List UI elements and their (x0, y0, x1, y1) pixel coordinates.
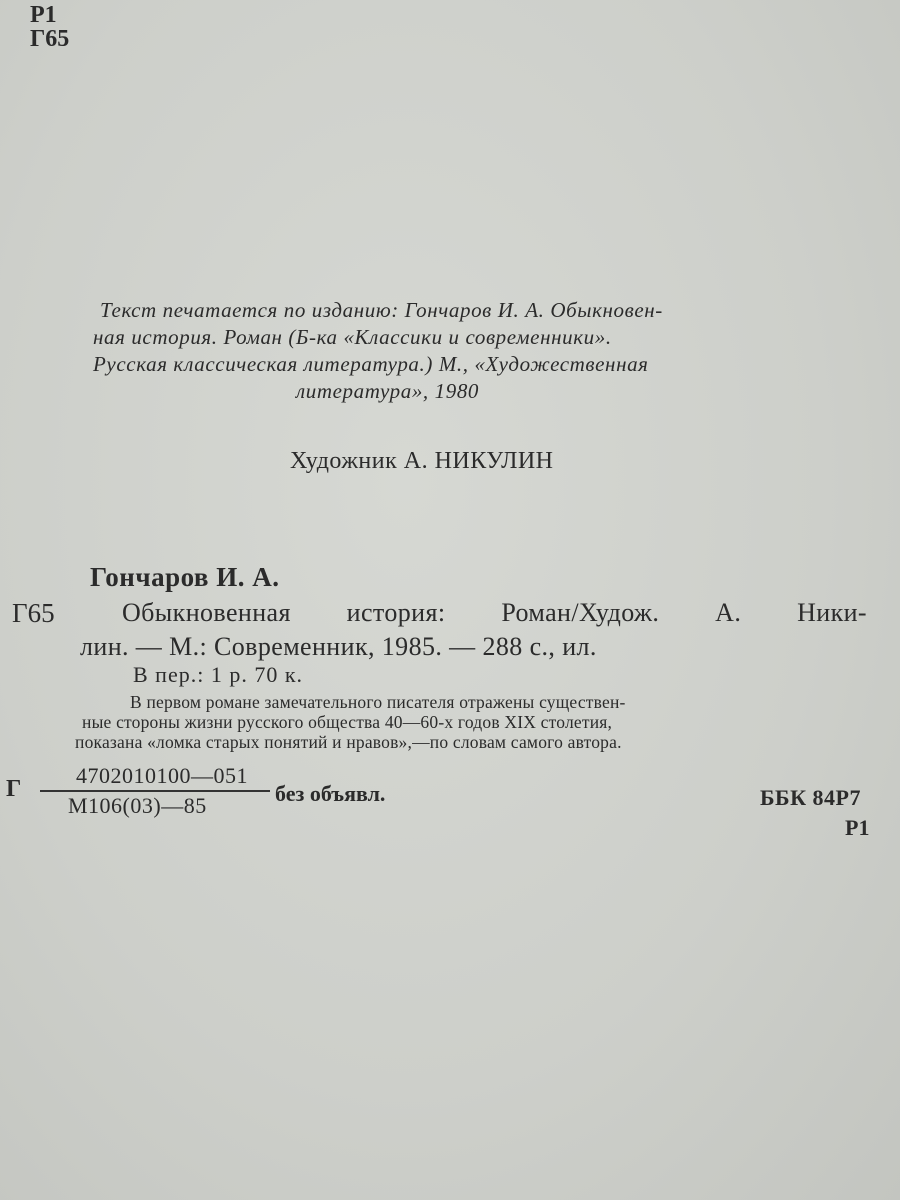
bib-word: Обыкновенная (122, 598, 291, 627)
bib-word: Ники- (797, 598, 867, 627)
bbk-index: ББК 84Р7 (760, 785, 861, 810)
source-note-line: ная история. Роман (Б-ка «Классики и современники». (93, 325, 612, 349)
catalog-code: Г65 (12, 598, 55, 628)
bib-word: А. (715, 598, 742, 627)
bib-word: Роман/Худож. (501, 598, 660, 627)
bibliographic-line: лин. — М.: Современник, 1985. — 288 с., ил. (80, 632, 597, 661)
bib-word: история: (346, 598, 446, 627)
artist-credit: Художник А. НИКУЛИН (290, 448, 554, 474)
fraction-bar (40, 790, 270, 792)
corner-classification-code: Р1 (30, 2, 57, 28)
annotation-line: ные стороны жизни русского общества 40—60-х годов XIX столетия, (82, 712, 613, 732)
source-note-line: Русская классическая литература.) М., «Художественная (93, 352, 649, 376)
fraction-denominator: М106(03)—85 (68, 793, 207, 818)
annotation-line: показана «ломка старых понятий и нравов»,—по словам самого автора. (75, 732, 622, 752)
bibliographic-line (122, 598, 867, 628)
annotation-line: В первом романе замечательного писателя отражены существен- (130, 692, 626, 712)
catalog-author: Гончаров И. А. (90, 562, 280, 592)
source-note-line: литература», 1980 (296, 379, 480, 403)
source-note-line: Текст печатается по изданию: Гончаров И. А. Обыкновен- (100, 298, 663, 322)
fraction-numerator: 4702010100—051 (76, 763, 248, 788)
catalog-g-mark: Г (6, 776, 22, 802)
no-advertisement-note: без объявл. (275, 781, 386, 806)
price-line: В пер.: 1 р. 70 к. (133, 662, 304, 687)
bbk-sub-index: Р1 (845, 815, 870, 840)
corner-author-mark: Г65 (30, 26, 70, 52)
